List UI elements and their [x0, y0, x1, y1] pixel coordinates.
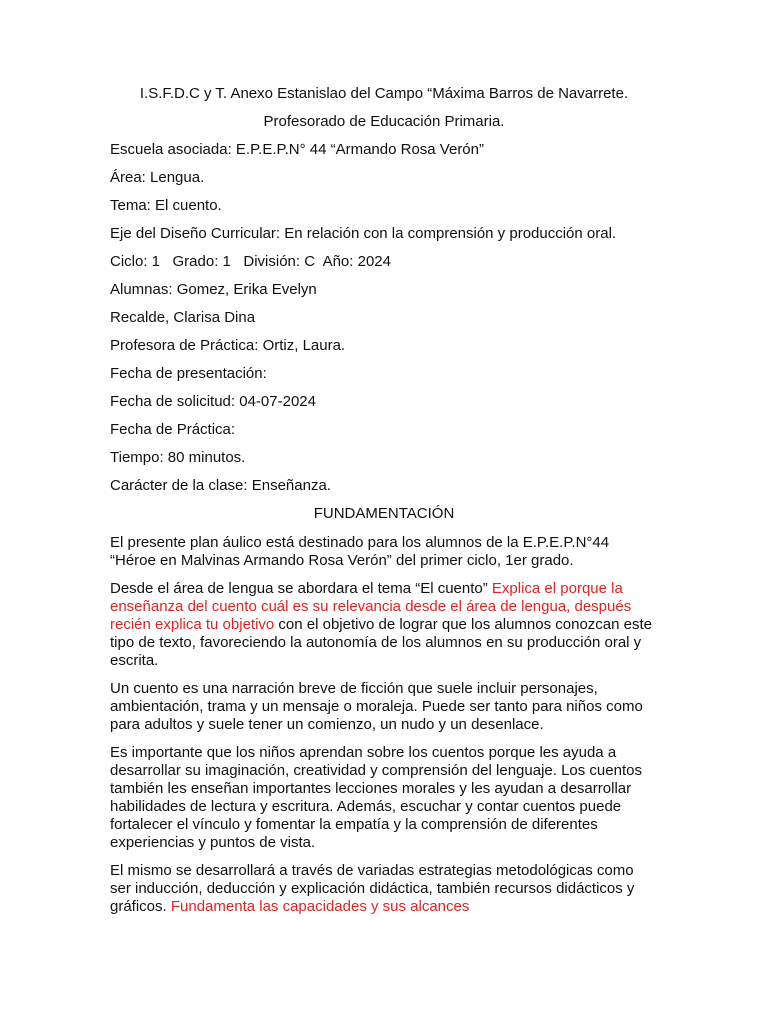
- axis-line: Eje del Diseño Curricular: En relación con la comprensión y producción oral.: [110, 225, 617, 242]
- cycle-line: Ciclo: 1 Grado: 1 División: C Año: 2024: [110, 253, 391, 270]
- reviewer-comment-2: Fundamenta las capacidades y sus alcances: [170, 898, 470, 915]
- paragraph-2-text-b: con el objetivo de lograr que los alumnos conozcan este tipo de texto, favoreciendo la autonomía de los alumnos en su producción oral y escrita.: [110, 616, 652, 669]
- practice-date-line: Fecha de Práctica:: [110, 421, 236, 438]
- class-type-line: Carácter de la clase: Enseñanza.: [110, 477, 331, 494]
- time-line: Tiempo: 80 minutos.: [110, 449, 246, 466]
- school-line: Escuela asociada: E.P.E.P.N° 44 “Armando Rosa Verón”: [110, 141, 484, 158]
- reviewer-comment-1: Explica el porque la enseñanza del cuento cuál es su relevancia desde el área de lengua, después recién explica tu objetivo: [110, 580, 632, 633]
- topic-line: Tema: El cuento.: [110, 197, 222, 214]
- paragraph-3: Un cuento es una narración breve de ficción que suele incluir personajes, ambientación, trama y un mensaje o moraleja. Puede ser tanto para niños como para adultos y suele tener un comienzo, un nudo y un desenlace.: [110, 680, 643, 733]
- paragraph-5-text: El mismo se desarrollará a través de variadas estrategias metodológicas como ser inducción, deducción y explicación didáctica, también recursos didácticos y gráficos.: [110, 862, 635, 915]
- paragraph-2: [110, 580, 658, 670]
- request-date-line: Fecha de solicitud: 04-07-2024: [110, 393, 316, 410]
- program-title: Profesorado de Educación Primaria.: [263, 113, 505, 130]
- paragraph-5: [110, 862, 658, 916]
- students-line: Alumnas: Gomez, Erika Evelyn: [110, 281, 317, 298]
- paragraph-4: Es importante que los niños aprendan sobre los cuentos porque les ayuda a desarrollar su imaginación, creatividad y comprensión del lenguaje. Los cuentos también les enseñan importantes lecciones morales y les ayudan a desarrollar habilidades de lectura y escritura. Además, escuchar y contar cuentos puede fortalecer el vínculo y fomentar la empatía y la comprensión de diferentes experiencias y puntos de vista.: [110, 744, 642, 851]
- students-line-2: Recalde, Clarisa Dina: [110, 309, 256, 326]
- teacher-line: Profesora de Práctica: Ortiz, Laura.: [110, 337, 346, 354]
- paragraph-1: El presente plan áulico está destinado para los alumnos de la E.P.E.P.N°44 “Héroe en Malvinas Armando Rosa Verón” del primer ciclo, 1er grado.: [110, 534, 610, 569]
- institution-title: I.S.F.D.C y T. Anexo Estanislao del Campo “Máxima Barros de Navarrete.: [139, 85, 629, 102]
- section-title-fundamentacion: FUNDAMENTACIÓN: [313, 505, 455, 522]
- area-line: Área: Lengua.: [110, 169, 205, 186]
- presentation-date-line: Fecha de presentación:: [110, 365, 267, 382]
- paragraph-2-text-a: Desde el área de lengua se abordara el tema “El cuento”: [110, 580, 492, 597]
